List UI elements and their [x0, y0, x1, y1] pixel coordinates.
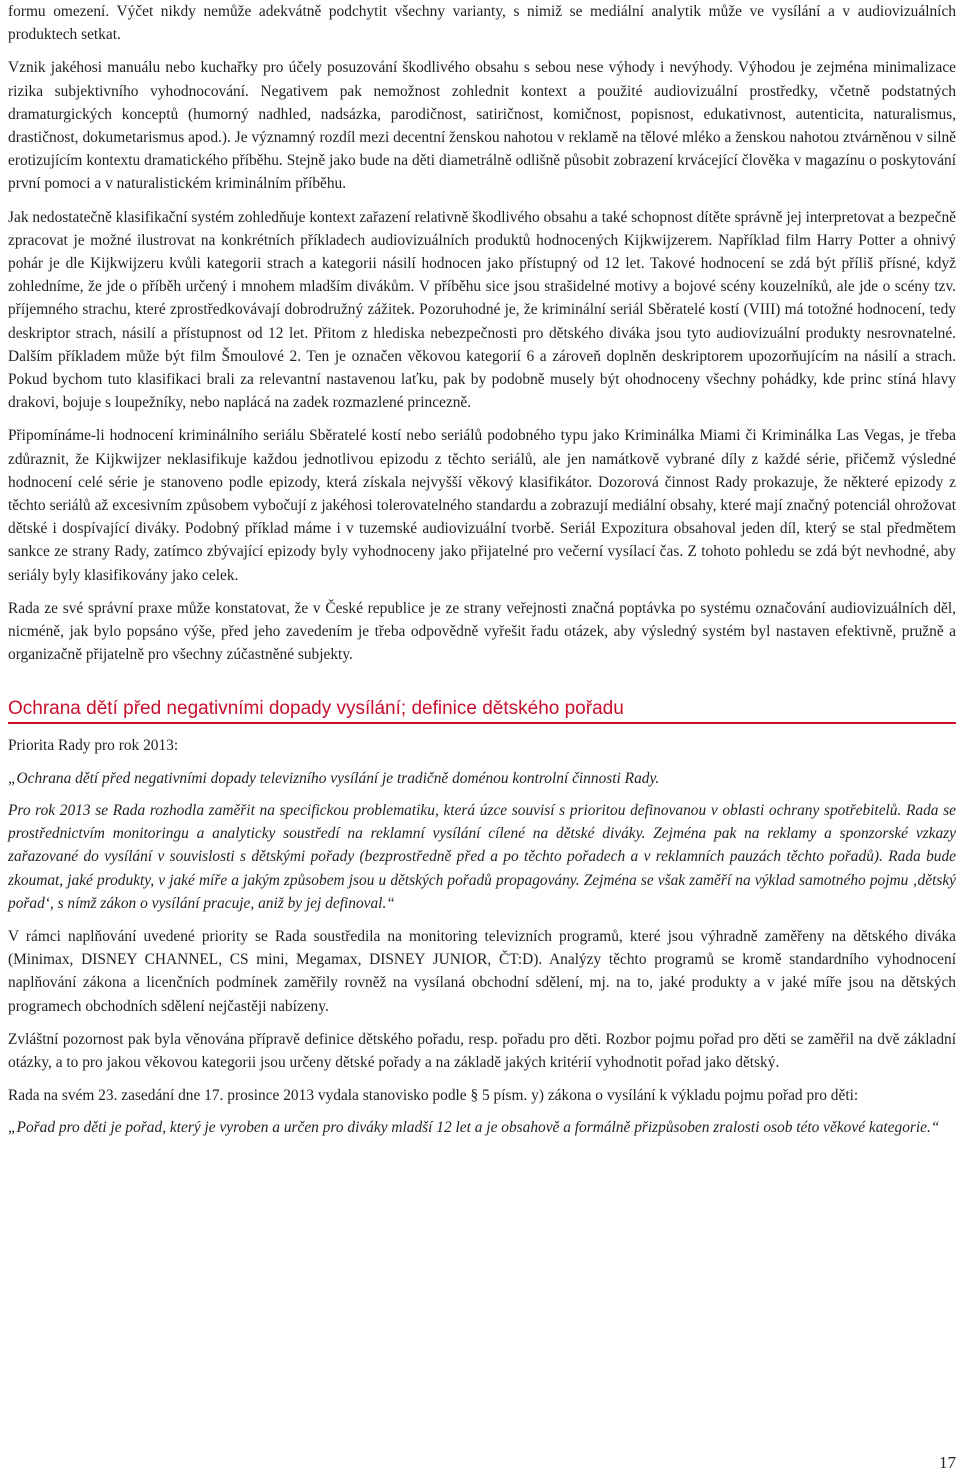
priority-label: Priorita Rady pro rok 2013: [8, 737, 179, 755]
document-page [8, 0, 956, 1140]
paragraph-continuation: formu omezení. Výčet nikdy nemůže adekvátně podchytit všechny varianty, s nimiž se mediální analytik může ve vysílání a v audiovizuálních produktech setkat. [8, 3, 956, 44]
paragraph-manual: Vznik jakéhosi manuálu nebo kuchařky pro účely posuzování škodlivého obsahu s sebou nese výhody i nevýhody. Výhodou je zejména minimalizace rizika subjektivního vyhodnocování. Negativem pak nemožnost zohlednit kontext a použité audiovizuální prostředky, včetně podstatných dramaturgických konceptů (humorný nadhled, nadsázka, parodičnost, satiričnost, komičnost, popisnost, edukativnost, autenticita, naturalismus, drastičnost, dokumetarismus apod.). Je významný rozdíl mezi decentní ženskou nahotou v reklamě na tělové mléko a ženskou nahotou ztvárněnou v silně erotizujícím kontextu dramatického příběhu. Stejně jako bude na děti diametrálně odlišně působit zobrazení krvácející člověka v magazínu o poskytování první pomoci a v naturalistickém kriminálním příběhu. [8, 59, 956, 193]
quote-body: Pro rok 2013 se Rada rozhodla zaměřit na specifickou problematiku, která úzce souvisí s prioritou definovanou v oblasti ochrany spotřebitelů. Rada se prostřednictvím monitoringu a analyticky soustředí na reklamní vysílání cílené na dětské diváky. Zejména pak na reklamy a sponzorské vzkazy zařazované do vysílání v souvislosti s dětskými pořady (bezprostředně před a po těchto pořadech a v reklamních pauzách těchto pořadů). Rada bude zkoumat, jaké produkty, v jaké míře a jakým způsobem jsou u dětských pořadů propagovány. Zejména se však zaměří na výklad samotného pojmu ‚dětský pořad‘, s nímž zákon o vysílání pracuje, aniž by jej definoval.“ [8, 801, 956, 912]
paragraph-monitoring: V rámci naplňování uvedené priority se Rada soustředila na monitoring televizních programů, které jsou výhradně zaměřeny na dětského diváka (Minimax, DISNEY CHANNEL, CS mini, Megamax, DISNEY JUNIOR, ČT:D). Analýzy těchto programů se kromě standardního vyhodnocení naplňování zákona a licenčních podmínek zaměřily rovněž na vysílaná obchodní sdělení, mj. na to, jaké produkty a v jaké míře jsou na dětských programech obchodních sdělení nejčastěji nabízeny. [8, 927, 956, 1015]
paragraph-series: Připomínáme-li hodnocení kriminálního seriálu Sběratelé kostí nebo seriálů podobného typu jako Kriminálka Miami či Kriminálka Las Vegas, je třeba zdůraznit, že Kijkwijzer neklasifikuje každou jednotlivou epizodu z těchto seriálů, ale jen namátkově vybrané díly z každé série, přičemž výsledné hodnocení celé série je stanoveno podle epizody, která získala nejvyšší věkový klasifikátor. Dozorová činnost Rady prokazuje, že některé epizody z těchto seriálů až excesivním způsobem vybočují z jakéhosi tolerovatelného standardu a zobrazují mediální obsahy, které mají značný potenciál ohrožovat dětské i dospívající diváky. Podobný příklad máme i v tuzemské audiovizuální tvorbě. Seriál Expozitura obsahoval jeden díl, který se stal předmětem sankce ze strany Rady, zatímco zbývající epizody byly vyhodnoceny jako přijatelné pro večerní vysílací čas. Z tohoto pohledu se zdá být nevhodné, aby seriály byly klasifikovány jako celek. [8, 427, 956, 584]
quote-definition: „Pořad pro děti je pořad, který je vyroben a určen pro diváky mladší 12 let a je obsahově a formálně přizpůsoben zralosti osob této věkové kategorie.“ [8, 1119, 940, 1137]
paragraph-definition: Zvláštní pozornost pak byla věnována přípravě definice dětského pořadu, resp. pořadu pro děti. Rozbor pojmu pořad pro děti se zaměřil na dvě základní otázky, a to pro jakou věkovou kategorii jsou určeny dětské pořady a na základě jakých kritérií vyhodnotit pořad jako dětský. [8, 1030, 956, 1071]
page-number: 17 [939, 1453, 956, 1472]
paragraph-council-statement: Rada na svém 23. zasedání dne 17. prosince 2013 vydala stanovisko podle § 5 písm. y) zákona o vysílání k výkladu pojmu pořad pro děti: [8, 1087, 859, 1105]
paragraph-kijkwijzer: Jak nedostatečně klasifikační systém zohledňuje kontext zařazení relativně škodlivého obsahu a také schopnost dítěte správně jej interpretovat a bezpečně zpracovat je možné ilustrovat na konkrétních příkladech audiovizuálních produktů hodnocených Kijkwijzerem. Například film Harry Potter a ohnivý pohár je dle Kijkwijzeru kvůli kategorii strach a kategorii násilí hodnocen jako přístupný od 12 let. Takové hodnocení se zdá být příliš přísné, když zohledníme, že jde o příběh určený i mnohem mladším divákům. V příběhu sice jsou strašidelné motivy a bojové scény kouzelníků, ale jde o scény tzv. příjemného strachu, které zprostředkovávají dobrodružný zážitek. Pozoruhodné je, že kriminální seriál Sběratelé kostí (VIII) má totožné hodnocení, tedy deskriptor strach, násilí a přístupnost od 12 let. Přitom z hlediska nebezpečnosti pro dětského diváka jsou tyto audiovizuální produkty nesrovnatelné. Dalším příkladem může být film Šmoulové 2. Ten je označen věkovou kategorií 6 a zároveň doplněn deskriptorem upozorňujícím na násilí a strach. Pokud bychom tuto klasifikaci brali za relevantní nastavenou laťku, pak by podobně musely být ohodnoceny všechny pohádky, kde princ stíná hlavy drakovi, bojuje s loupežníky, nebo naplácá na zadek rozmazlené princezně. [8, 208, 956, 412]
paragraph-conclusion: Rada ze své správní praxe může konstatovat, že v České republice je ze strany veřejnosti značná poptávka po systému označování audiovizuálních děl, nicméně, jak bylo popsáno výše, před jeho zavedením je třeba odpovědně vyřešit řadu otázek, aby výsledný systém byl nastaven efektivně, pružně a organizačně přijatelně pro všechny zúčastněné subjekty. [8, 599, 956, 664]
quote-intro: „Ochrana dětí před negativními dopady televizního vysílání je tradičně doménou kontrolní činnosti Rady. [8, 769, 660, 787]
section-heading: Ochrana dětí před negativními dopady vysílání; definice dětského pořadu [8, 697, 956, 724]
